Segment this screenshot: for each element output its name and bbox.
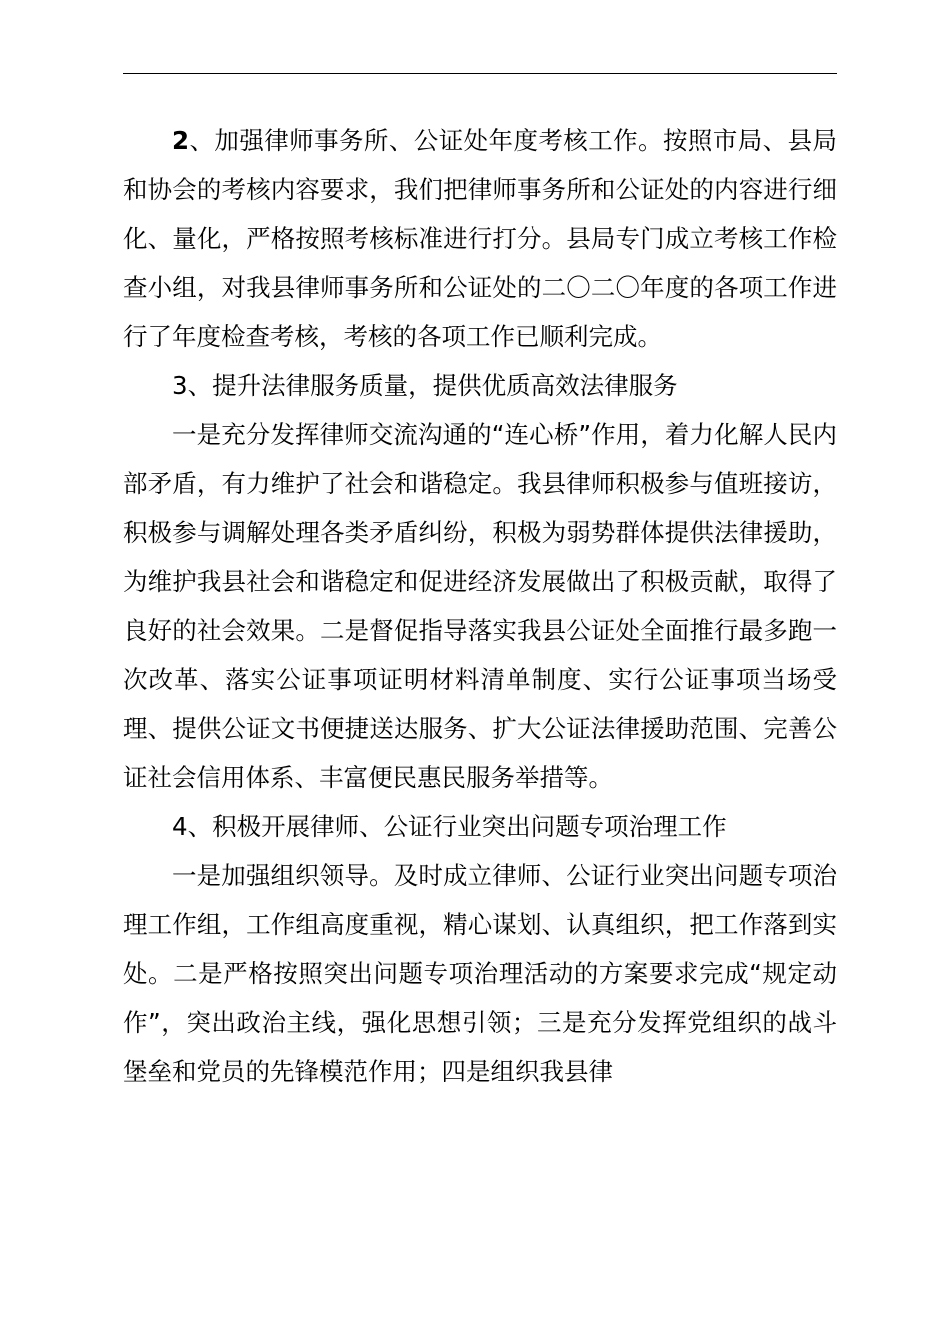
section-heading-legal-services: 3、提升法律服务质量，提供优质高效法律服务 [172, 371, 678, 400]
paragraph-assessment [123, 116, 837, 361]
section-heading-special-governance: 4、积极开展律师、公证行业突出问题专项治理工作 [172, 812, 727, 841]
paragraph-special-governance: 一是加强组织领导。及时成立律师、公证行业突出问题专项治理工作组，工作组高度重视，精心谋划、认真组织，把工作落到实处。二是严格按照突出问题专项治理活动的方案要求完成“规定动作”，突出政治主线，强化思想引领；三是充分发挥党组织的战斗堡垒和党员的先锋模范作用；四是组织我县律 [123, 861, 837, 1086]
item-number: 2 [172, 126, 190, 155]
header-rule [123, 73, 837, 74]
document-body [123, 116, 837, 1096]
paragraph-legal-services: 一是充分发挥律师交流沟通的“连心桥”作用，着力化解人民内部矛盾，有力维护了社会和谐稳定。我县律师积极参与值班接访，积极参与调解处理各类矛盾纠纷，积极为弱势群体提供法律援助，为维护我县社会和谐稳定和促进经济发展做出了积极贡献，取得了良好的社会效果。二是督促指导落实我县公证处全面推行最多跑一次改革、落实公证事项证明材料清单制度、实行公证事项当场受理、提供公证文书便捷送达服务、扩大公证法律援助范围、完善公证社会信用体系、丰富便民惠民服务举措等。 [123, 420, 837, 792]
paragraph-text: 、加强律师事务所、公证处年度考核工作。按照市局、县局和协会的考核内容要求，我们把律师事务所和公证处的内容进行细化、量化，严格按照考核标准进行打分。县局专门成立考核工作检查小组，对我县律师事务所和公证处的二〇二〇年度的各项工作进行了年度检查考核，考核的各项工作已顺利完成。 [123, 126, 837, 351]
